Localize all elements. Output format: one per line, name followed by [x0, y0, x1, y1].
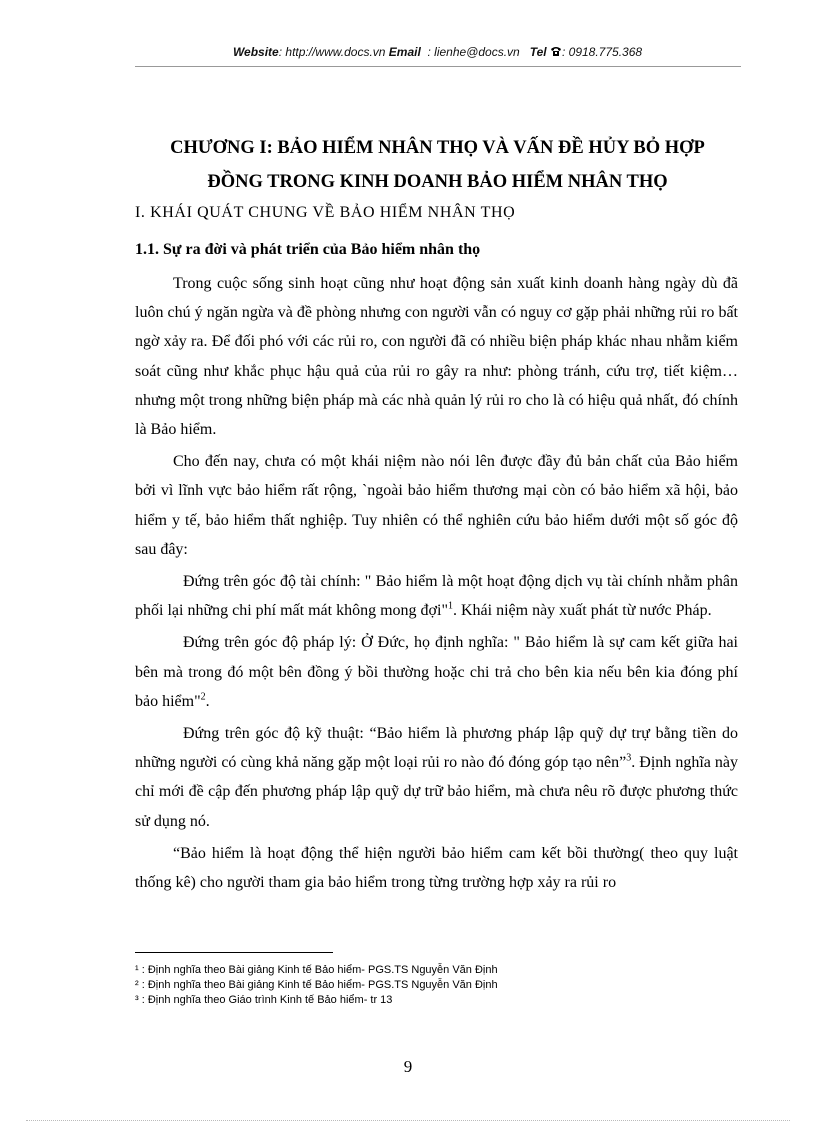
email-label: Email [388, 45, 421, 59]
chapter-title [135, 131, 740, 199]
email-value: : lienhe@docs.vn [427, 45, 520, 59]
footnotes [135, 963, 498, 1008]
tel-value: : 0918.775.368 [561, 45, 643, 59]
footnote-ref-1: 1 [447, 600, 453, 612]
footnote-2: ² : Định nghĩa theo Bài giảng Kinh tế Bảo hiểm- PGS.TS Nguyễn Văn Định [135, 979, 498, 991]
footnote-divider [135, 952, 333, 953]
page-number: 9 [403, 1057, 413, 1076]
paragraph-4-text: Đứng trên góc độ pháp lý: Ở Đức, họ định nghĩa: " Bảo hiểm là sự cam kết giữa hai bên mà trong đó một bên đồng ý bồi thường hoặc chi trả cho bên kia nếu bên kia đóng phí bảo hiểm" [135, 634, 738, 710]
paragraph-4 [135, 628, 738, 716]
chapter-title-line2: ĐỒNG TRONG KINH DOANH BẢO HIỂM NHÂN THỌ [207, 172, 668, 192]
footnote-3: ³ : Định nghĩa theo Giáo trình Kinh tế Bảo hiểm- tr 13 [135, 994, 393, 1006]
chapter-title-line1: CHƯƠNG I: BẢO HIỂM NHÂN THỌ VÀ VẤN ĐỀ HỦY BỎ HỢP [170, 138, 705, 158]
website-label: Website [232, 45, 279, 59]
paragraph-3-text: Đứng trên góc độ tài chính: " Bảo hiểm là một hoạt động dịch vụ tài chính nhằm phân phối lại những chi phí mất mát không mong đợi" [135, 573, 738, 620]
paragraph-2: Cho đến nay, chưa có một khái niệm nào nói lên được đầy đủ bản chất của Bảo hiểm bởi vì lĩnh vực bảo hiểm rất rộng, `ngoài bảo hiểm thương mại còn có bảo hiểm xã hội, bảo hiểm y tế, bảo hiểm thất nghiệp. Tuy nhiên có thể nghiên cứu bảo hiểm dưới một số góc độ sau đây: [135, 453, 738, 558]
footnote-1: ¹ : Định nghĩa theo Bài giảng Kinh tế Bảo hiểm- PGS.TS Nguyễn Văn Định [135, 964, 498, 976]
page-bottom-border [26, 1120, 790, 1121]
paragraph-6: “Bảo hiểm là hoạt động thể hiện người bảo hiểm cam kết bồi thường( theo quy luật thống kê) cho người tham gia bảo hiểm trong từng trường hợp xảy ra rủi ro [135, 844, 738, 892]
header-divider [135, 66, 741, 67]
tel-label: Tel [529, 45, 547, 59]
website-value: : http://www.docs.vn [278, 45, 386, 59]
paragraph-5-text: Đứng trên góc độ kỹ thuật: “Bảo hiểm là phương pháp lập quỹ dự trự bằng tiền do những người có cùng khả năng gặp một loại rủi ro nào đó đóng góp tạo nên” [135, 725, 738, 772]
footnote-ref-3: 3 [626, 752, 632, 764]
page-header [135, 45, 740, 60]
subsection-heading: 1.1. Sự ra đời và phát triển của Bảo hiểm nhân thọ [135, 241, 481, 258]
paragraph-5 [135, 719, 738, 836]
paragraph-1: Trong cuộc sống sinh hoạt cũng như hoạt động sản xuất kinh doanh hàng ngày dù đã luôn chú ý ngăn ngừa và đề phòng nhưng con người vẫn có nguy cơ gặp phải những rủi ro bất ngờ xảy ra. Để đối phó với các rủi ro, con người đã có nhiều biện pháp khác nhau nhằm kiểm soát cũng như khắc phục hậu quả của rủi ro gây ra như: phòng tránh, cứu trợ, tiết kiệm…nhưng một trong những biện pháp mà các nhà quản lý rủi ro cho là có hiệu quả nhất, đó chính là Bảo hiểm. [135, 275, 738, 439]
body-text [135, 269, 738, 897]
phone-icon [550, 46, 562, 60]
section-heading: I. KHÁI QUÁT CHUNG VỀ BẢO HIỂM NHÂN THỌ [135, 204, 516, 221]
paragraph-5-tail: . Định nghĩa này chỉ mới đề cập đến phương pháp lập quỹ dự trữ bảo hiểm, mà chưa nêu rõ được phương thức sử dụng nó. [135, 754, 739, 830]
paragraph-4-tail: . [205, 692, 210, 710]
footnote-ref-2: 2 [200, 691, 206, 703]
paragraph-3 [135, 567, 738, 625]
paragraph-3-tail: . Khái niệm này xuất phát từ nước Pháp. [452, 602, 712, 620]
